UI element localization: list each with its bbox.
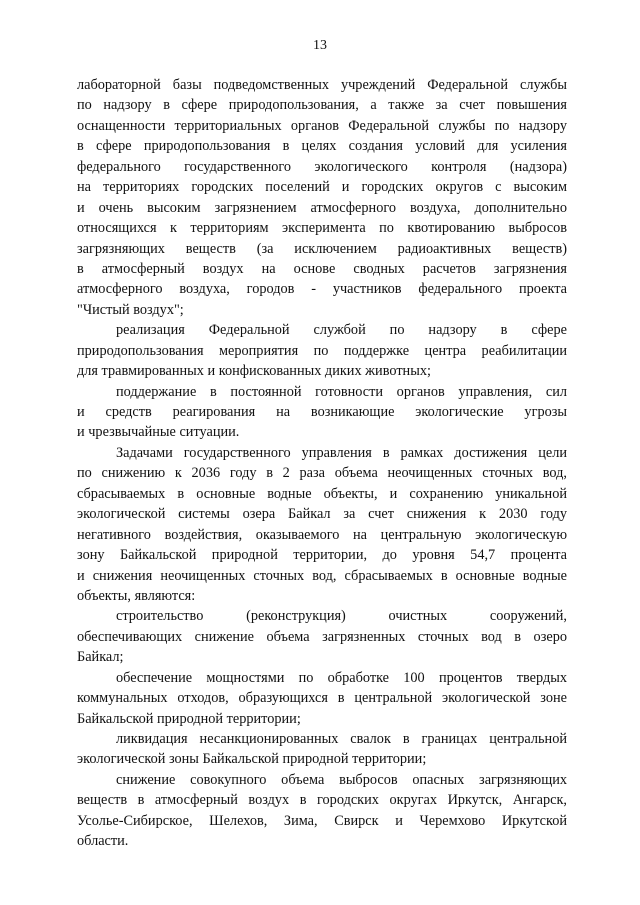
- text-line: коммунальных отходов, образующихся в центральной экологической зоне: [77, 690, 567, 707]
- text-line: экологической зоны Байкальской природной территории;: [77, 751, 427, 768]
- document-body: [77, 75, 567, 852]
- text-line: и очень высоким загрязнением атмосферного воздуха, дополнительно: [77, 199, 567, 216]
- text-line: объекты, являются:: [77, 587, 196, 604]
- text-line: области.: [77, 833, 129, 850]
- text-line: обеспечение мощностями по обработке 100 процентов твердых: [116, 669, 567, 686]
- text-line: лабораторной базы подведомственных учреждений Федеральной службы: [77, 77, 567, 93]
- text-line: природопользования мероприятия по поддержке центра реабилитации: [77, 342, 567, 359]
- text-line: в атмосферный воздух на основе сводных расчетов загрязнения: [77, 260, 567, 277]
- text-line: Байкал;: [77, 649, 124, 666]
- text-line: Усолье-Сибирское, Шелехов, Зима, Свирск и Черемхово Иркутской: [77, 812, 567, 829]
- text-line: реализация Федеральной службой по надзору в сфере: [116, 322, 567, 339]
- text-line: федерального государственного экологического контроля (надзора): [77, 158, 567, 175]
- text-line: по снижению к 2036 году в 2 раза объема неочищенных сточных вод,: [77, 465, 567, 482]
- text-line: зону Байкальской природной территории, до уровня 54,7 процента: [77, 547, 567, 564]
- text-line: для травмированных и конфискованных диких животных;: [77, 363, 431, 380]
- text-line: обеспечивающих снижение объема загрязненных сточных вод в озеро: [77, 628, 567, 645]
- text-line: строительство (реконструкция) очистных сооружений,: [116, 608, 567, 625]
- text-line: "Чистый воздух";: [77, 301, 184, 318]
- text-line: и чрезвычайные ситуации.: [77, 424, 240, 441]
- text-line: сбрасываемых в основные водные объекты, и сохранению уникальной: [77, 485, 567, 502]
- text-line: веществ в атмосферный воздух в городских округах Иркутск, Ангарск,: [77, 792, 567, 809]
- text-line: снижение совокупного объема выбросов опасных загрязняющих: [116, 771, 567, 788]
- text-line: в сфере природопользования в целях создания условий для усиления: [77, 138, 567, 155]
- text-line: атмосферного воздуха, городов - участников федерального проекта: [77, 281, 567, 298]
- text-line: и средств реагирования на возникающие экологические угрозы: [77, 404, 567, 420]
- text-line: Байкальской природной территории;: [77, 710, 301, 727]
- text-line: и снижения неочищенных сточных вод, сбрасываемых в основные водные: [77, 567, 567, 584]
- text-line: поддержание в постоянной готовности органов управления, сил: [116, 383, 567, 400]
- text-line: экологической системы озера Байкал за счет снижения к 2030 году: [77, 506, 567, 523]
- text-line: ликвидация несанкционированных свалок в границах центральной: [116, 731, 567, 747]
- text-line: оснащенности территориальных органов Федеральной службы по надзору: [77, 117, 567, 134]
- text-line: негативного воздействия, оказываемого на центральную экологическую: [77, 526, 567, 543]
- page-number: 13: [313, 38, 327, 53]
- text-line: по надзору в сфере природопользования, а также за счет повышения: [77, 97, 567, 114]
- text-line: относящихся к территориям эксперимента по квотированию выбросов: [77, 220, 567, 237]
- text-line: на территориях городских поселений и городских округов с высоким: [77, 179, 567, 196]
- text-line: Задачами государственного управления в рамках достижения цели: [116, 444, 567, 461]
- text-line: загрязняющих веществ (за исключением радиоактивных веществ): [77, 240, 567, 257]
